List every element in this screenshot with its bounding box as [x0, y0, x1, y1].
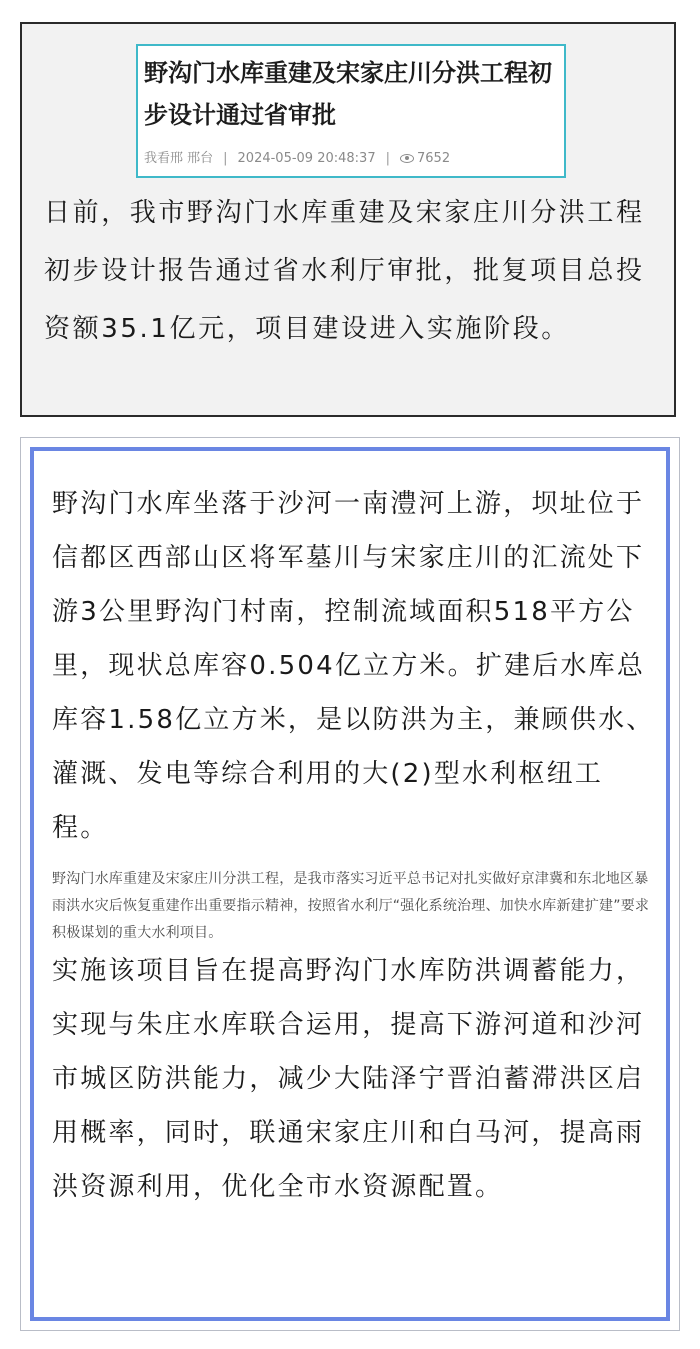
article-body-frame [20, 437, 680, 1331]
source-label: 我看邢 邢台 [144, 151, 214, 166]
body-paragraph-2: 实施该项目旨在提高野沟门水库防洪调蓄能力，实现与朱庄水库联合运用，提高下游河道和沙河市城区防洪能力，减少大陆泽宁晋泊蓄滞洪区启用概率，同时，联通宋家庄川和白马河，提高雨洪资源利用，优化全市水资源配置。 [52, 956, 645, 1202]
view-count: 7652 [417, 151, 451, 166]
publish-datetime: 2024-05-09 20:48:37 [237, 151, 376, 166]
body-note: 野沟门水库重建及宋家庄川分洪工程，是我市落实习近平总书记对扎实做好京津冀和东北地区暴雨洪水灾后恢复重建作出重要指示精神，按照省水利厅“强化系统治理、加快水库新建扩建”要求积极谋划的重大水利项目。 [52, 871, 650, 941]
meta-separator: | [223, 151, 228, 166]
meta-separator: | [385, 151, 390, 166]
eye-icon [400, 154, 414, 163]
top-panel [20, 22, 676, 417]
body-paragraph-1: 野沟门水库坐落于沙河一南澧河上游，坝址位于信都区西部山区将军墓川与宋家庄川的汇流处下游3公里野沟门村南，控制流域面积518平方公里，现状总库容0.504亿立方米。扩建后水库总库容1.58亿立方米，是以防洪为主，兼顾供水、灌溉、发电等综合利用的大(2)型水利枢纽工程。 [52, 489, 655, 843]
article-body-inner-frame [30, 447, 670, 1321]
headline-meta [144, 150, 450, 168]
headline-title[interactable]: 野沟门水库重建及宋家庄川分洪工程初步设计通过省审批 [144, 59, 552, 129]
headline-card[interactable] [136, 44, 566, 178]
intro-paragraph: 日前，我市野沟门水库重建及宋家庄川分洪工程初步设计报告通过省水利厅审批，批复项目总投资额35.1亿元，项目建设进入实施阶段。 [44, 198, 645, 344]
